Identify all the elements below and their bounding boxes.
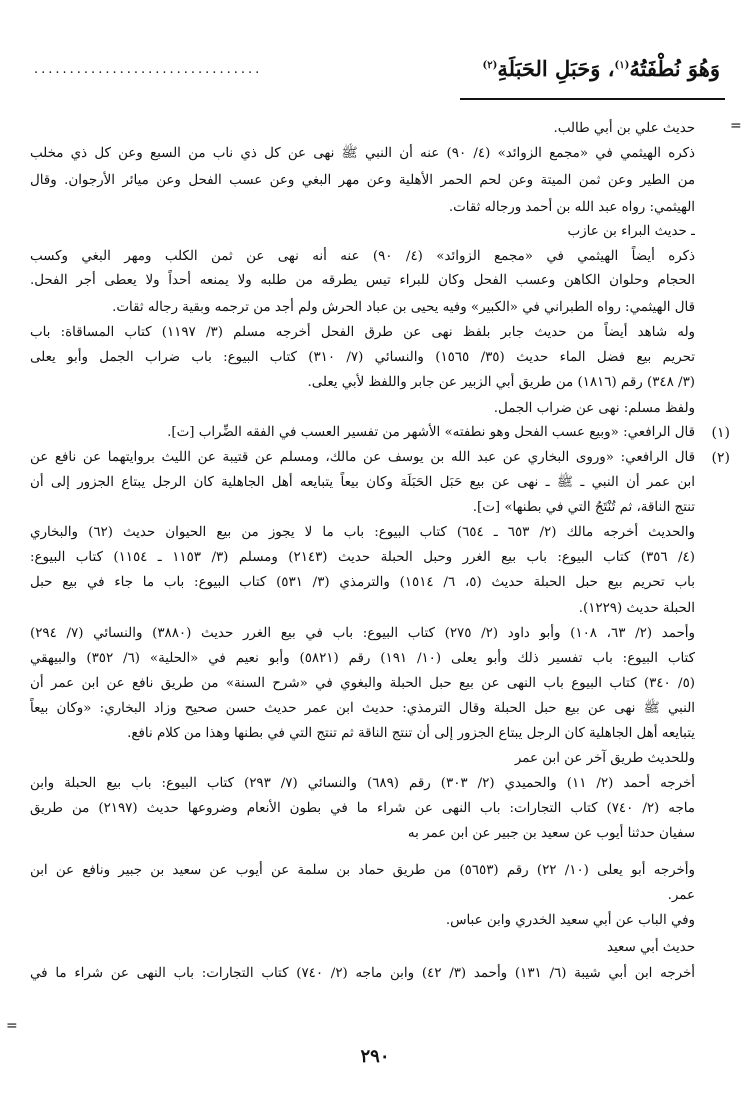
footnote-number-1: (١) [711, 425, 730, 441]
text-line: عمر. [667, 888, 695, 903]
header-title [483, 56, 720, 81]
header-footnote-ref-1: (١) [614, 60, 630, 71]
text-line: الحبلة حديث (١٢٢٩). [578, 601, 695, 616]
header-title-part2: ، وَحَبَلِ الحَبَلَةِ [497, 56, 615, 81]
text-line: وفي الباب عن أبي سعيد الخدري وابن عباس. [445, 913, 695, 928]
text-line: الحجام وحلوان الكاهن وعسب الفحل وكان للبراء تيس يطرقه من طلبه ولا يمنعه أحداً ولا يعطى أجر الفحل. [30, 273, 695, 288]
text-line: (٤/ ٣٥٦) كتاب البيوع: باب بيع الغرر وحبل الحبلة حديث (٢١٤٣) ومسلم (٣/ ١١٥٣ ـ ١١٥٤) كتاب البيوع: [30, 550, 695, 565]
text-line: وأحمد (٢/ ٦٣، ١٠٨) وأبو داود (٢/ ٢٧٥) كتاب البيوع: باب في بيع الغرر حديث (٣٨٨٠) والنسائي (٧/ ٢٩٤) [30, 626, 695, 641]
text-line: حديث أبي سعيد [606, 940, 695, 955]
text-line: ولفظ مسلم: نهى عن ضراب الجمل. [493, 401, 695, 416]
text-line: حديث علي بن أبي طالب. [553, 121, 695, 136]
text-line: وللحديث طريق آخر عن ابن عمر [514, 751, 695, 766]
running-header [30, 52, 720, 96]
header-leader-dots: ................................ [34, 62, 263, 77]
text-line: تحريم بيع فضل الماء حديث (٣٥/ ١٥٦٥) والنسائي (٧/ ٣١٠) كتاب البيوع: باب ضراب الجمل وأبو يعلى [30, 350, 695, 365]
continuation-mark-top: = [730, 118, 742, 134]
text-line: أخرجه ابن أبي شيبة (٦/ ١٣١) وأحمد (٣/ ٤٢) وابن ماجه (٢/ ٧٤٠) كتاب التجارات: باب النهى عن شراء ما في [30, 966, 695, 981]
footnote-1-text: قال الرافعي: «وبيع عسب الفحل وهو نطفته» الأشهر من تفسير العسب في الفقه الضِّراب [ت]. [167, 425, 695, 440]
text-line: الهيثمي: رواه عبد الله بن أحمد ورجاله ثقات. [448, 200, 695, 215]
page-number: ٢٩٠ [360, 1046, 390, 1067]
text-line: تنتج الناقة، ثم تُنْتَجُ التي في بطنها» [ت]. [472, 500, 695, 515]
text-line: والحديث أخرجه مالك (٢/ ٦٥٣ ـ ٦٥٤) كتاب البيوع: باب ما لا يجوز من بيع الحيوان حديث (٦٢) والبخاري [30, 525, 695, 540]
text-line: ابن عمر أن النبي ـ ﷺ ـ نهى عن بيع حَبَل الحَبَلَة وكان بيعاً يتبايعه أهل الجاهلية كان الرجل يبتاع الجزور إلى أن [30, 475, 695, 490]
text-line: يتبايعه أهل الجاهلية كان الرجل يبتاع الجزور إلى أن تنتج الناقة ثم تنتج التي في بطنها وهذا من كلام نافع. [127, 726, 695, 741]
text-line: قال الهيثمي: رواه الطبراني في «الكبير» وفيه يحيى بن عباد الحرش ولم أجد من ترجمه وبقية رجاله ثقات. [112, 300, 695, 315]
text-line: النبي ﷺ نهى عن بيع حبل الحبلة وقال الترمذي: حديث ابن عمر حديث حسن صحيح وزاد البخاري: «وكان بيعاً [30, 701, 695, 716]
header-title-part1: وَهُوَ نُطْفَتُهُ [629, 56, 720, 81]
text-line: باب تحريم بيع حبل الحبلة حديث (٥، ٦/ ١٥١٤) والترمذي (٣/ ٥٣١) كتاب البيوع: باب ما جاء في بيع حبل [30, 575, 695, 590]
continuation-mark-bottom: = [6, 1018, 18, 1034]
text-line: (٥/ ٣٤٠) كتاب البيوع باب النهى عن بيع حبل الحبلة والبغوي في «شرح السنة» من طريق نافع عن ابن عمر أن [30, 676, 695, 691]
text-line: ـ حديث البراء بن عازب [567, 224, 695, 239]
text-line: من الطير وعن ثمن الميتة وعن لحم الحمر الأهلية وعن مهر البغي وعن عسب الفحل وعن ميائر الأرجوان. وقال [30, 173, 695, 188]
footnote-2-text: قال الرافعي: «وروى البخاري عن عبد الله بن يوسف عن مالك، ومسلم عن قتيبة عن الليث بروايتهما عن نافع عن [30, 450, 695, 465]
text-line: وله شاهد أيضاً من حديث جابر بلفظ نهى عن طرق الفحل أخرجه مسلم (٣/ ١١٩٧) كتاب المساقاة: باب [30, 325, 695, 340]
text-line: ماجه (٢/ ٧٤٠) كتاب التجارات: باب النهى عن شراء ما في بطون الأنعام وضروعها حديث (٢١٩٧) من طريق [30, 801, 695, 816]
header-footnote-ref-2: (٢) [482, 60, 498, 71]
text-line: ذكره الهيثمي في «مجمع الزوائد» (٤/ ٩٠) عنه أن النبي ﷺ نهى عن كل ذي ناب من السبع وعن كل ذي مخلب [30, 146, 695, 161]
text-line: (٣/ ٣٤٨) رقم (١٨١٦) من طريق أبي الزبير عن جابر واللفظ لأبي يعلى. [307, 375, 695, 390]
footnote-number-2: (٢) [711, 450, 730, 466]
text-line: سفيان حدثنا أيوب عن سعيد بن جبير عن ابن عمر به [407, 826, 695, 841]
header-rule [460, 98, 725, 100]
text-line: كتاب البيوع: باب تفسير ذلك وأبو يعلى (١٠/ ١٩١) رقم (٥٨٢١) وأبو نعيم في «الحلية» (٦/ ٣٥٢) والبيهقي [30, 651, 695, 666]
text-line: وأخرجه أبو يعلى (١٠/ ٢٢) رقم (٥٦٥٣) من طريق حماد بن سلمة عن أيوب عن سعيد بن جبير ونافع عن ابن [30, 863, 695, 878]
text-line: أخرجه أحمد (٢/ ١١) والحميدي (٢/ ٣٠٣) رقم (٦٨٩) والنسائي (٧/ ٢٩٣) كتاب البيوع: باب بيع الحبلة وابن [30, 776, 695, 791]
text-line: ذكره أيضاً الهيثمي في «مجمع الزوائد» (٤/ ٩٠) عنه أنه نهى عن ثمن الكلب ومهر البغي وكسب [30, 249, 695, 264]
